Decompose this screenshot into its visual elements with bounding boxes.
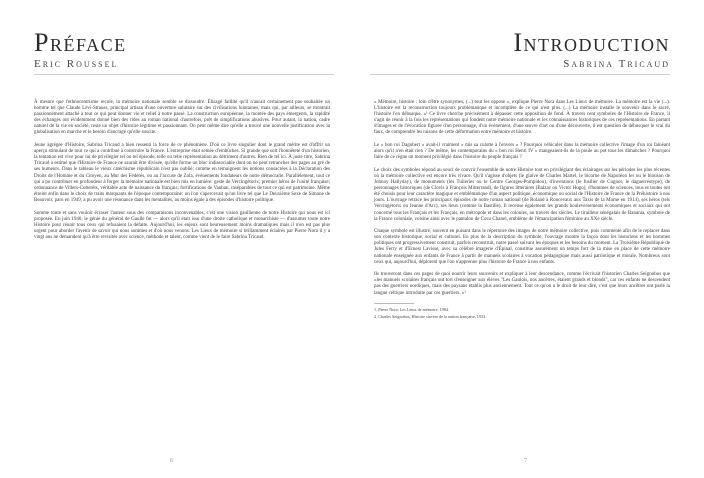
right-page bbox=[352, 0, 704, 478]
introduction-paragraph: Le choix des symboles répond au souci de couvrir l'ensemble de notre Histoire tout en privilégiant des éclairages sur les périodes les plus récentes où la mémoire collective est encore très vivace. Qu'il s'agisse d'objets (le glaive de Charles Martel, le bicorne de Napoléon Ier ou le blouson de Johnny Hallyday), de monuments (les Tuileries ou le Centre Georges-Pompidou), d'inventions (le fusilier de Cugnot, le daguerréotype), de personnages historiques (de Clovis à François Mitterrand), de figures littéraires (Balzac ou Victor Hugo), d'hommes de sciences, tous et toutes ont été choisis pour leur caractère magique et emblématique d'un aspect politique, économique ou social de l'Histoire de France de la Préhistoire à nos jours. L'ouvrage retrace les principaux épisodes de notre roman national (de Roland à Roncevaux aux Taxis de la Marne en 1914), ses héros (tels Vercingétorix ou Jeanne d'Arc), ses lieux (comme la Bastille). Il recense également les grands bouleversements économiques et sociaux qui ont concerné tous les Français et les Français, en métropole et dans les colonies, au travers des siècles. Le tirailleur sénégalais de Banania, symbole de la France coloniale, voisine ainsi avec le pantalon de Coco Chanel, emblème de l'émancipation féminine au XXe siècle. bbox=[374, 167, 670, 222]
left-page-number: 6 bbox=[170, 458, 173, 464]
preface-author: Eric Roussel bbox=[34, 58, 119, 70]
preface-paragraph: Jeune agrégée d'Histoire, Sabrina Tricaud a bien ressenti la force de ce phénomène. D'où ce livre singulier dont le grand mérite est d'offrir un aperçu stimulant de tout ce qui a contribué à construire la France. L'entreprise était semée d'embûches. Si grande que soit l'honnêteté d'un historien, la tentation est vive pour lui de privilégier tel ou tel épisode, telle ou telle représentation au détriment d'autres. Rien de tel ici. À juste titre, Sabrina Tricaud a estimé que l'Histoire de France ne saurait être divisée, qu'elle forme un bloc indissociable dont on ne peut retrancher des pages au gré de ses humeurs. Dans le tableau le vieux catéchisme républicain n'est pas oublié; comme en témoignent les notions consacrées à la Déclaration des Droits de l'Homme et du Citoyen, au Mur des Fédérés, ou au J'accuse de Zola, événements fondateurs de notre démocratie. Parallèlement, tout ce qui a pu contribuer en profondeur à forger la mémoire nationale est bien mis en lumière: geste de Vercingétorix; premier héros de l'unité française; ordonnance de Villers-Cotterêts, véritable acte de naissance du français; fortifications de Vauban, inséparables de tout ce qui est patrimoine. Même étreint enfin dans le choix de traits marquants de l'époque contemporaine: on l'on s'apercevait qu'un livre tel que Le Deuxième Sexe de Simone de Beauvoir, paru en 1949, a pu avoir une résonance dans les mentalités, au moins égale à des épisodes d'histoire politique. bbox=[34, 143, 330, 203]
footnote: 1. Pierre Nora, Les Lieux de mémoire, 1984. bbox=[374, 307, 450, 313]
preface-body bbox=[34, 100, 330, 247]
preface-paragraph: Somme toute et sans vouloir écraser l'auteur sous des comparaisons inconvenables, c'est une vision gaullienne de notre Histoire qui nous est ici proposée. En juin 1940, le génie du général de Gaulle fut — alors qu'il était issu d'une droite catholique et monarchiste — d'assumer toute notre Histoire pour réunir tous ceux qui refusaient la défaite. Aujourd'hui, les enjeux sont heureusement moins dramatiques mais il n'en est pas plus urgent pour aborder l'avenir de savoir qui nous sommes et d'où nous venons. Les Lieux de mémoire si brillamment éclairés par Pierre Nora il y a vingt ans ne demandent qu'à être revisités avec science, méthode et talent, comme vient de le faire Sabrina Tricaud. bbox=[34, 210, 330, 240]
introduction-paragraph: Le « bon roi Dagobert » avait-il vraiment « mis sa culotte à l'envers » ? Pourquoi véhiculer dans la mémoire collective l'image d'un roi fainéant alors qu'il n'en était rien ? De même, les contemporains du « bon roi Henri IV » mangeaient-ils de la poule au pot tous les dimanches ? Pourquoi faire de ce règne un moment privilégié dans l'histoire du peuple français ? bbox=[374, 143, 670, 161]
footnote: 2. Charles Seignobos, Histoire sincère de la nation française, 1933. bbox=[374, 313, 487, 319]
introduction-paragraph: Chaque symbole est illustré, souvent en puisant dans le répertoire des images de notre mémoire collective, puis commenté afin de le replacer dans son contexte historique, social et culturel. En plus de la description du symbole, l'ouvrage montre la façon dont les historiens et les hommes politiques ont progressivement construit, parfois reconstruit, notre passé suivant les époques et les besoins du moment. La Troisième République de Jules Ferry et d'Ernest Lavisse, avec sa célèbre imagerie d'Épinal, constitue assurément un temps fort de la mise en place de cette mémoire nationale enseignée aux enfants de France à partir de manuels scolaires à vocation pédagogique mais aussi patriotique et morale. Nombreux sont ceux qui, aujourd'hui, déplorent que l'on n'apprenne plus l'histoire de France à nos enfants. bbox=[374, 229, 670, 265]
left-header-rule bbox=[34, 74, 334, 75]
introduction-paragraph: Ils trouveront dans ces pages de quoi nourrir leurs souvenirs et expliquer à leur descendance, comme l'écrivait l'historien Charles Seignobos que «les manuels scolaires français ont tort d'enseigner aux élèves "Les Gaulois, nos ancêtres, étaient grands et blonds", car ces enfants ne descendent pas des guerriers nordiques, mais des paysans établis plus anciennement. Tout ce qu'on a le droit de leur dire, c'est que leurs ancêtres ont parlé la langue celtique introduite par ces guerriers. »² bbox=[374, 272, 670, 296]
right-header-rule bbox=[370, 74, 670, 75]
introduction-author: Sabrina Tricaud bbox=[563, 58, 670, 70]
footnotes bbox=[374, 303, 670, 319]
introduction-title: Introduction bbox=[513, 28, 670, 57]
preface-title: Préface bbox=[34, 28, 127, 57]
footnote-rule bbox=[374, 303, 414, 304]
right-page-number: 7 bbox=[524, 458, 527, 464]
introduction-header bbox=[513, 30, 670, 70]
preface-paragraph: À mesure que l'ethnocentrisme recule, la mémoire nationale semble se dissoudre. Élisagé faillite qu'il n'aurait certainement pas souhaitée un homme tel que Claude Lévi-Strauss, principal artisan d'une ouverture salutaire sur des civilisations lointaines, mais qui, par ailleurs, se montrait passionnément attaché à tout ce qui peut donner vie et relief à notre passé. La construction européenne, la montée des pays émergents, la rapidité des échanges ont évidemment donné bien des rides au roman national d'autrefois, prêt de simplifications abusives. Pour autant, la nation, cadre naturel de la vie en société, reste un objet d'histoire légitime et passionnant. On peut même dire qu'elle a trouvé une nouvelle justification avec la globalisation en marche et le besoin d'ancrage qu'elle suscite. bbox=[34, 100, 330, 136]
preface-header bbox=[34, 30, 127, 70]
introduction-body bbox=[374, 100, 670, 320]
introduction-paragraph: « Mémoire, histoire : loin d'être synonymes, (...) tout les oppose », explique Pierre Nora dans Les Lieux de mémoire. La mémoire est la vie (...). L'histoire est la reconstruction toujours problématique et incomplète de ce qui n'est plus. (...) La mémoire installe le souvenir dans le sacré, l'histoire l'en débusque. »¹ Ce livre cherche précisément à dépasser cette opposition de fond. À travers cent symboles de l'Histoire de France, il s'agit de réunir à la fois les représentations qui fondent notre mémoire nationale et les connaissances historiques de ces représentations. En partant d'images et de l'évocation figurée d'un personnage, d'un événement, d'une œuvre d'art ou d'une découverte, il est question de débusquer le vrai du faux, de comprendre les raisons de cette déformation entre mémoire et histoire. bbox=[374, 100, 670, 136]
